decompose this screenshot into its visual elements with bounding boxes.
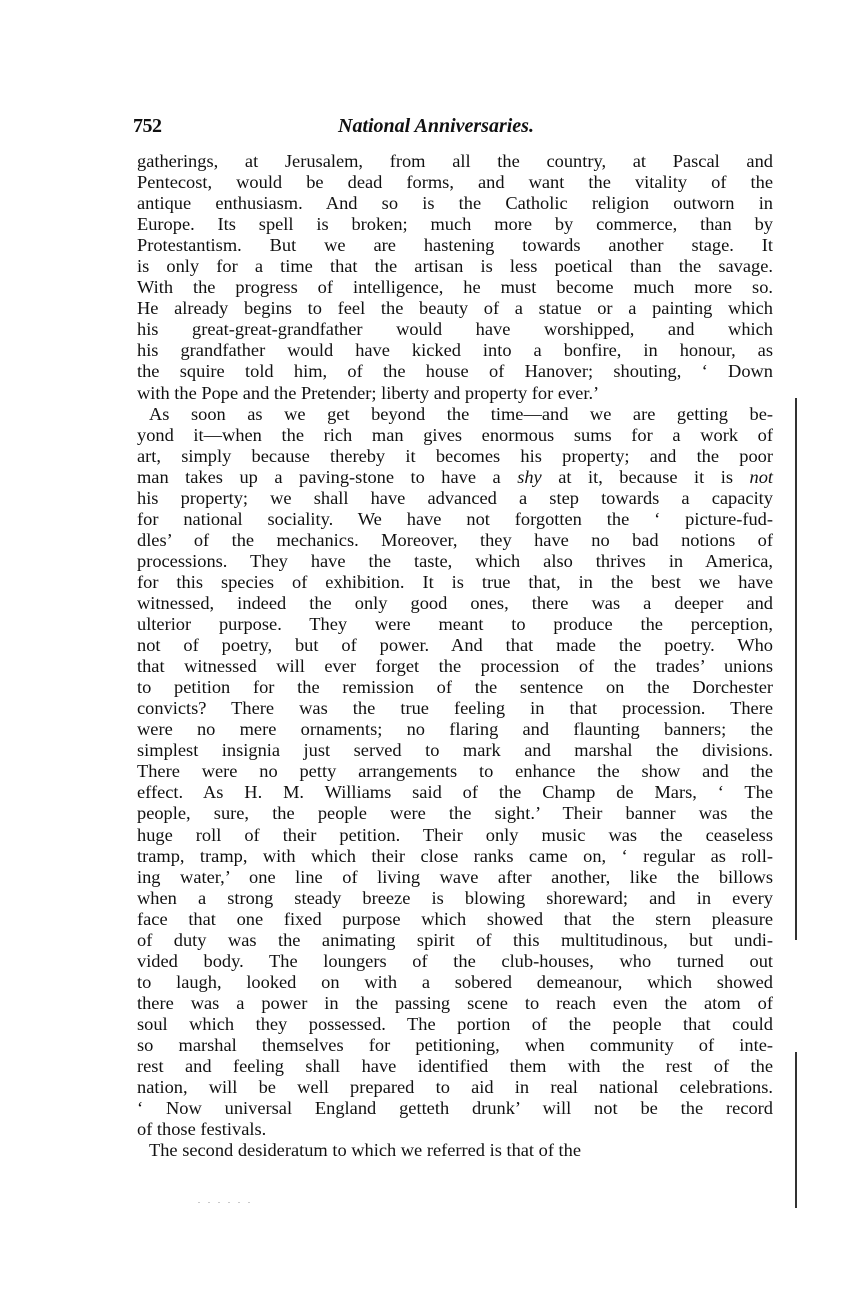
text-line: art, simply because thereby it becomes his property; and the poor: [137, 445, 773, 466]
paragraph: [137, 151, 773, 404]
text-line: effect. As H. M. Williams said of the Champ de Mars, ‘ The: [137, 782, 773, 803]
text-line: vided body. The loungers of the club-houses, who turned out: [137, 950, 773, 971]
text-line: simplest insignia just served to mark and marshal the divisions.: [137, 740, 773, 761]
text-line: nation, will be well prepared to aid in real national celebrations.: [137, 1077, 773, 1098]
text-line: were no mere ornaments; no flaring and flaunting banners; the: [137, 719, 773, 740]
paragraph: [137, 1140, 773, 1161]
text-line: rest and feeling shall have identified them with the rest of the: [137, 1056, 773, 1077]
text-line: there was a power in the passing scene to reach even the atom of: [137, 992, 773, 1013]
text-line: of duty was the animating spirit of this multitudinous, but undi-: [137, 929, 773, 950]
text-line: Europe. Its spell is broken; much more by commerce, than by: [137, 214, 773, 235]
text-line: The second desideratum to which we referred is that of the: [149, 1140, 582, 1161]
paragraph: [137, 404, 773, 1141]
text-line: his great-great-grandfather would have worshipped, and which: [137, 319, 773, 340]
text-line: his property; we shall have advanced a step towards a capacity: [137, 487, 773, 508]
text-line: Pentecost, would be dead forms, and want the vitality of the: [137, 172, 773, 193]
text-line: There were no petty arrangements to enhance the show and the: [137, 761, 773, 782]
body-text: [137, 151, 773, 1161]
text-line: when a strong steady breeze is blowing shoreward; and in every: [137, 887, 773, 908]
text-line: dles’ of the mechanics. Moreover, they have no bad notions of: [137, 529, 773, 550]
text-line: As soon as we get beyond the time—and we are getting be-: [149, 403, 773, 424]
text-line: that witnessed will ever forget the procession of the trades’ unions: [137, 656, 773, 677]
text-line: for this species of exhibition. It is true that, in the best we have: [137, 571, 773, 592]
text-line: gatherings, at Jerusalem, from all the country, at Pascal and: [137, 151, 773, 171]
text-line: huge roll of their petition. Their only music was the ceaseless: [137, 824, 773, 845]
text-line: face that one fixed purpose which showed that the stern pleasure: [137, 908, 773, 929]
text-line: antique enthusiasm. And so is the Catholic religion outworn in: [137, 193, 773, 214]
page-number: 752: [133, 115, 162, 137]
text-line: witnessed, indeed the only good ones, there was a deeper and: [137, 592, 773, 613]
emphasis: not: [749, 466, 774, 487]
text-line: convicts? There was the true feeling in that procession. There: [137, 698, 773, 719]
text-line: is only for a time that the artisan is less poetical than the savage.: [137, 256, 773, 277]
text-line: ‘ Now universal England getteth drunk’ will not be the record: [137, 1098, 773, 1119]
text-line: for national sociality. We have not forgotten the ‘ picture-fud-: [137, 508, 773, 529]
text-line: man takes up a paving-stone to have a shy at it, because it is not: [137, 466, 774, 487]
text-line: tramp, tramp, with which their close ranks came on, ‘ regular as roll-: [137, 845, 773, 866]
scan-edge-rule: [795, 1052, 797, 1208]
text-line: the squire told him, of the house of Hanover; shouting, ‘ Down: [137, 361, 773, 382]
text-line: his grandfather would have kicked into a bonfire, in honour, as: [137, 340, 773, 361]
running-title: National Anniversaries.: [338, 115, 534, 137]
text-line: ulterior purpose. They were meant to produce the perception,: [137, 614, 773, 635]
text-line: Protestantism. But we are hastening towards another stage. It: [137, 235, 773, 256]
text-line: not of poetry, but of power. And that made the poetry. Who: [137, 635, 773, 656]
text-line: of those festivals.: [137, 1119, 267, 1140]
text-line: soul which they possessed. The portion of the people that could: [137, 1013, 773, 1034]
text-line: processions. They have the taste, which also thrives in America,: [137, 550, 773, 571]
text-line: people, sure, the people were the sight.’ Their banner was the: [137, 803, 773, 824]
text-line: so marshal themselves for petitioning, when community of inte-: [137, 1034, 773, 1055]
text-line: with the Pope and the Pretender; liberty and property for ever.’: [137, 382, 600, 403]
emphasis: shy: [517, 466, 542, 487]
scan-specks: . . . . . .: [198, 1196, 253, 1205]
text-line: With the progress of intelligence, he must become much more so.: [137, 277, 773, 298]
running-head: [133, 115, 773, 139]
text-line: He already begins to feel the beauty of a statue or a painting which: [137, 298, 773, 319]
text-line: to laugh, looked on with a sobered demeanour, which showed: [137, 971, 773, 992]
text-line: ing water,’ one line of living wave after another, like the billows: [137, 866, 773, 887]
text-line: to petition for the remission of the sentence on the Dorchester: [137, 677, 773, 698]
text-line: yond it—when the rich man gives enormous sums for a work of: [137, 424, 773, 445]
scan-edge-rule: [795, 398, 797, 940]
